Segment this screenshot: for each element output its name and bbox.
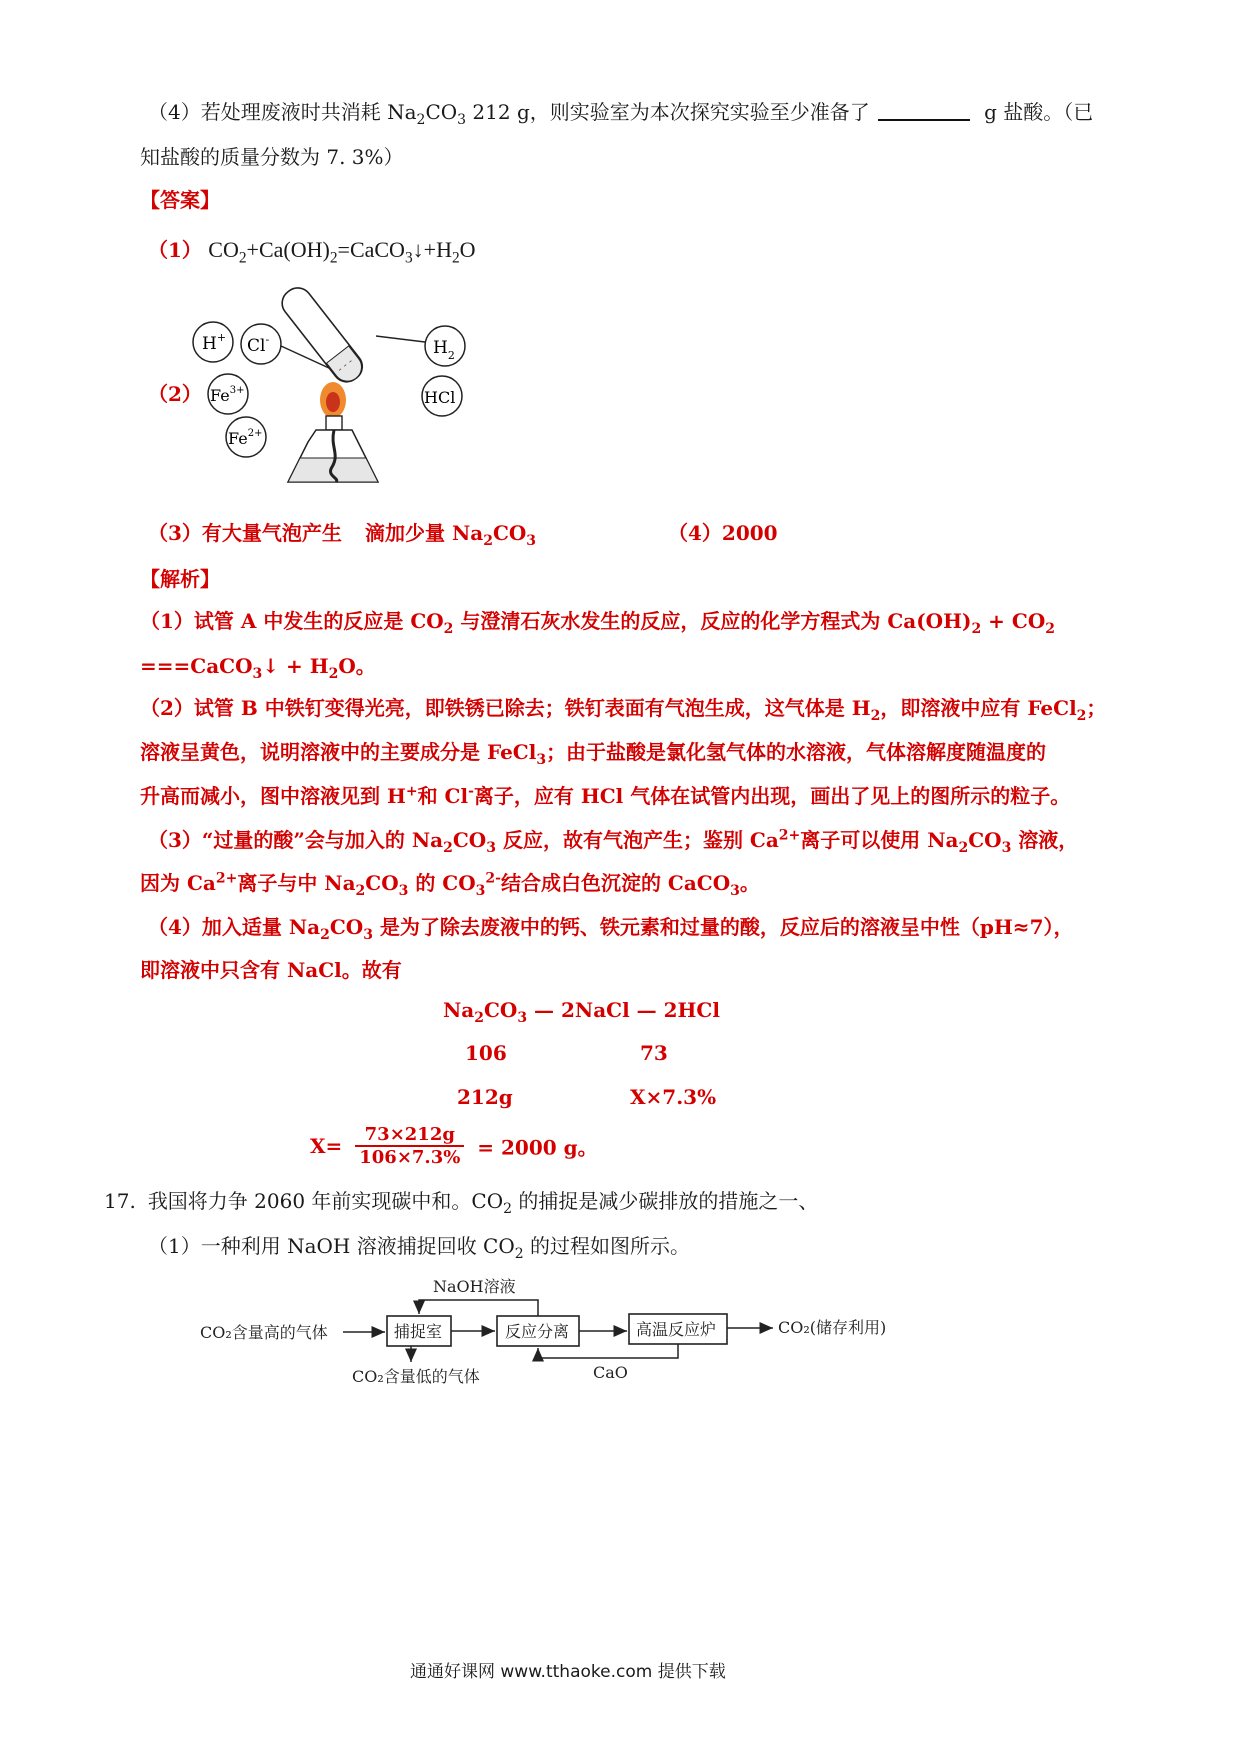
q4-line1: （4）若处理废液时共消耗 $Na_2CO_3$ 212 g，则实验室为本次探究实验至少准备了 g 盐酸。（已 xyxy=(148,100,1094,128)
answer-4: （4）2000 xyxy=(668,521,778,545)
calc-fraction: $\frac{73\times 212g}{106\times 7.3\%}$ xyxy=(355,1124,464,1168)
q17-stem: 17. 我国将力争 2060 年前实现碳中和。$CO_2$ 的捕捉是减少碳排放的措施之一、 xyxy=(104,1189,819,1217)
answer-1-equation: $CO_2+Ca(OH)_2=CaCO_3↓+H_2O$ xyxy=(208,237,476,267)
particle-diagram xyxy=(180,282,480,502)
analysis-2-line2: 溶液呈黄色，说明溶液中的主要成分是 FeCl$_3$；由于盐酸是氯化氢气体的水溶液，气体溶解度随温度的 xyxy=(140,740,1047,768)
flow-naoh-label: NaOH溶液 xyxy=(433,1277,516,1296)
particle-hcl xyxy=(422,376,462,416)
svg-text:Fe2+: $Fe^{2+}$ xyxy=(228,428,263,448)
analysis-4-line1: （4）加入适量 $Na_2CO_3$ 是为了除去废液中的钙、铁元素和过量的酸，反应后的溶液呈中性（pH≈7）， xyxy=(148,915,1074,943)
flow-cao-label: CaO xyxy=(593,1363,628,1382)
q4-line2: 知盐酸的质量分数为 7. 3%） xyxy=(140,145,404,169)
test-tube xyxy=(277,282,368,387)
answer-1: （1） $CO_2+Ca(OH)_2=CaCO_3↓+H_2O$ xyxy=(148,237,476,267)
page-footer: 通通好课网 www.tthaoke.com 提供下载 xyxy=(410,1662,726,1682)
answer-2-num: （2） xyxy=(148,382,202,406)
flow-output-label: CO₂(储存利用) xyxy=(778,1318,887,1337)
flow-input-label: CO₂含量高的气体 xyxy=(200,1323,328,1342)
capture-flow-diagram xyxy=(195,1270,935,1400)
svg-text:HCl: HCl xyxy=(424,388,456,407)
analysis-3-line1: （3）“过量的酸”会与加入的 $Na_2CO_3$ 反应，故有气泡产生；鉴别 $Ca^{2+}$离子可以使用 $Na_2CO_3$ 溶液， xyxy=(148,827,1079,856)
analysis-heading: 【解析】 xyxy=(140,567,220,591)
particle-cl xyxy=(241,324,281,364)
answer-heading: 【答案】 xyxy=(140,188,220,212)
answer-blank xyxy=(878,119,970,121)
svg-text:反应分离: 反应分离 xyxy=(505,1322,570,1341)
answer-3-method: 滴加少量 $Na_2CO_3$ xyxy=(365,521,537,549)
svg-text:高温反应炉: 高温反应炉 xyxy=(636,1320,717,1339)
calc-result: X= $\frac{73\times 212g}{106\times 7.3\%}$ = 2000 g。 xyxy=(310,1124,598,1168)
analysis-2-line1: （2）试管 B 中铁钉变得光亮，即铁锈已除去；铁钉表面有气泡生成，这气体是 $H_2$，即溶液中应有 FeCl$_2$； xyxy=(140,696,1107,724)
calc-mass-1: 212g xyxy=(457,1085,513,1109)
analysis-4-line2: 即溶液中只含有 NaCl。故有 xyxy=(140,958,402,982)
particle-h-plus xyxy=(193,322,233,362)
calc-molar-2: 73 xyxy=(640,1041,668,1065)
analysis-3-line2: 因为 $Ca^{2+}$离子与中 $Na_2CO_3$ 的 $CO_3^{2-}$结合成白色沉淀的 CaCO$_3$。 xyxy=(140,870,760,899)
particle-fe2 xyxy=(226,417,266,457)
particle-fe3 xyxy=(208,374,248,414)
svg-text:- - -: - - - xyxy=(335,356,356,376)
calc-relation: $Na_2CO_3$ — 2NaCl — 2HCl xyxy=(443,998,720,1026)
calc-molar-1: 106 xyxy=(465,1041,507,1065)
svg-text:H+: H+ xyxy=(202,331,227,354)
svg-text:H2: $H_2$ xyxy=(433,338,455,362)
svg-text:Cl-: Cl- xyxy=(247,333,270,356)
answer-3: （3）有大量气泡产生 xyxy=(148,521,342,545)
particle-h2 xyxy=(425,326,465,366)
analysis-1-line1: （1）试管 A 中发生的反应是 $CO_2$ 与澄清石灰水发生的反应，反应的化学方程式为 $Ca(OH)_2 + CO_2$ xyxy=(140,609,1055,637)
alcohol-lamp xyxy=(288,416,378,482)
svg-text:Fe3+: $Fe^{3+}$ xyxy=(210,385,245,405)
calc-mass-2: X×7.3% xyxy=(630,1085,717,1109)
svg-text:捕捉室: 捕捉室 xyxy=(394,1322,443,1341)
flame-icon xyxy=(320,382,346,418)
flow-low-gas-label: CO₂含量低的气体 xyxy=(352,1367,480,1386)
analysis-2-line3: 升高而减小，图中溶液见到 H+和 Cl-离子，应有 HCl 气体在试管内出现，画出了见上的图所示的粒子。 xyxy=(140,783,1071,808)
analysis-1-line2: ===CaCO$_3$↓ + $H_2O$。 xyxy=(140,654,376,682)
q17-part1: （1）一种利用 NaOH 溶液捕捉回收 $CO_2$ 的过程如图所示。 xyxy=(148,1234,691,1262)
